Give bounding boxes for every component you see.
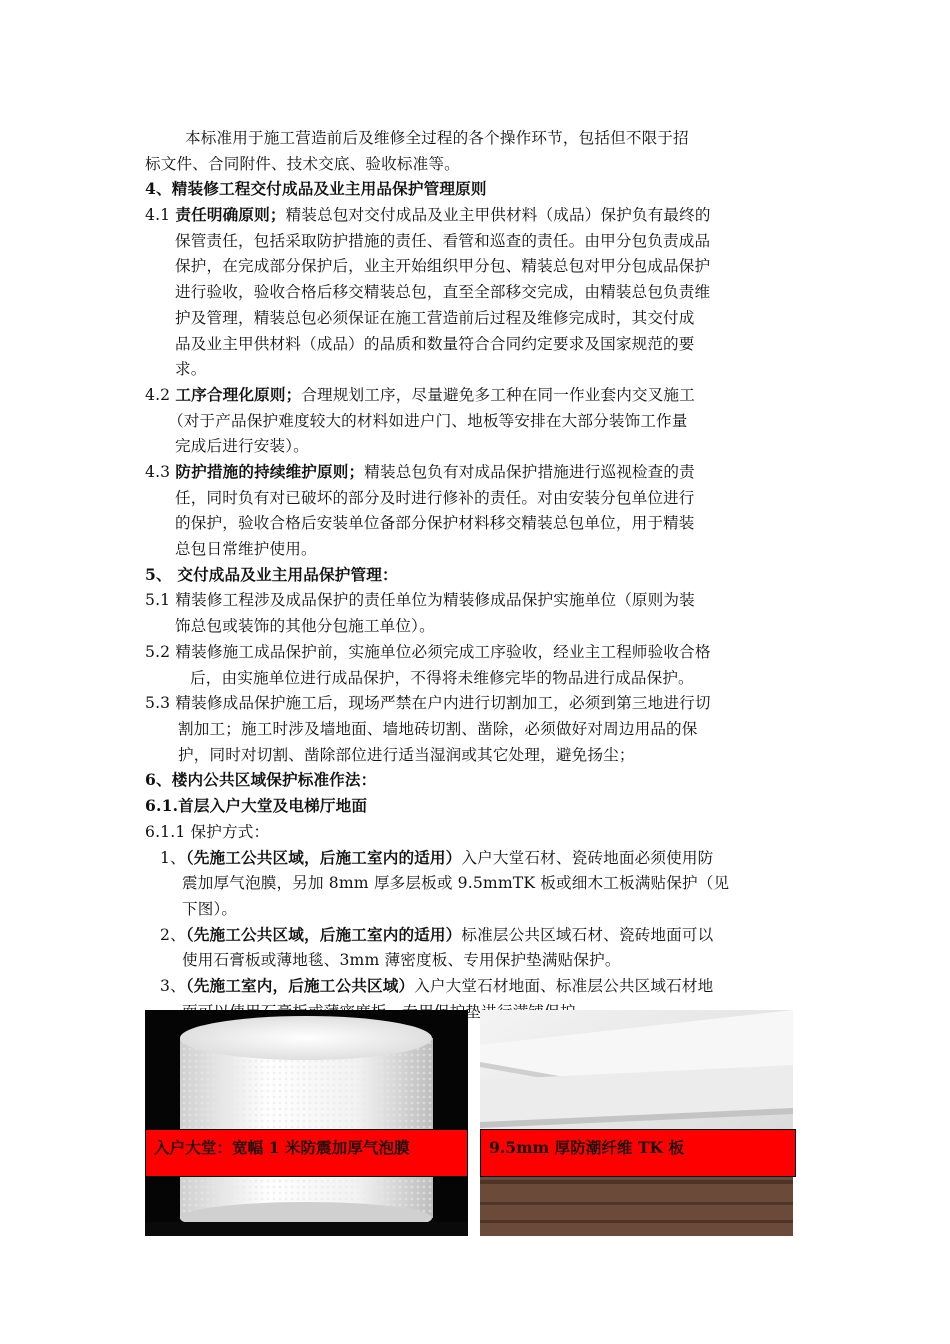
para-4-1-line-4: 进行验收，验收合格后移交精装总包，直至全部移交完成，由精装总包负责维 <box>175 283 711 301</box>
para-4-2-title: 工序合理化原则； <box>175 385 302 404</box>
item-2-text: 标准层公共区域石材、瓷砖地面可以 <box>461 926 714 944</box>
item-3-title: （先施工室内，后施工公共区域） <box>185 976 415 995</box>
para-4-1-line-2: 保管责任，包括采取防护措施的责任、看管和巡查的责任。由甲分包负责成品 <box>175 232 711 250</box>
item-1-line-2: 震加厚气泡膜，另加 8mm 厚多层板或 9.5mmTK 板或细木工板满贴保护（见 <box>182 874 730 892</box>
tk-board-stack-icon <box>480 1010 793 1236</box>
para-4-1-line-5: 护及管理，精装总包必须保证在施工营造前后过程及维修完成时，其交付成 <box>175 309 695 327</box>
tk-board-photo <box>480 1010 793 1236</box>
section-5-heading: 5、 交付成品及业主用品保护管理： <box>145 565 398 584</box>
item-1-number: 1、 <box>160 849 186 867</box>
para-5-1-line-2: 饰总包或装饰的其他分包施工单位）。 <box>175 617 435 635</box>
item-2-line-2: 使用石膏板或薄地毯、3mm 薄密度板、专用保护垫满贴保护。 <box>182 951 621 969</box>
para-4-3-line-2: 任，同时负有对已破坏的部分及时进行修补的责任。对由安装分包单位进行 <box>175 489 695 507</box>
item-3-line-1 <box>160 976 713 996</box>
para-4-2-line-3: 完成后进行安装）。 <box>175 437 309 455</box>
bubble-film-photo <box>145 1010 468 1236</box>
para-5-3-line-2: 割加工；施工时涉及墙地面、墙地砖切割、凿除，必须做好对周边用品的保 <box>178 720 698 738</box>
item-2-title: （先施工公共区域，后施工室内的适用） <box>185 925 462 944</box>
intro-line-1: 本标准用于施工营造前后及维修全过程的各个操作环节，包括但不限于招 <box>185 129 689 147</box>
para-4-3-number: 4.3 <box>145 463 171 481</box>
para-4-1-line-7: 求。 <box>175 360 207 378</box>
para-4-3-text: 精装总包负有对成品保护措施进行巡视检查的责 <box>364 463 695 481</box>
para-5-2-line-1: 5.2 精装修施工成品保护前，实施单位必须完成工序验收，经业主工程师验收合格 <box>145 643 711 661</box>
para-5-3-line-3: 护，同时对切割、凿除部位进行适当湿润或其它处理，避免扬尘； <box>178 746 635 764</box>
section-4-heading: 4、精装修工程交付成品及业主用品保护管理原则 <box>145 179 487 198</box>
bubble-film-roll-icon <box>145 1010 468 1236</box>
para-4-2-number: 4.2 <box>145 386 171 404</box>
item-1-title: （先施工公共区域，后施工室内的适用） <box>185 848 462 867</box>
para-4-2-line-2: （对于产品保护难度较大的材料如进户门、地板等安排在大部分装饰工作量 <box>168 412 688 430</box>
para-4-1-number: 4.1 <box>145 206 171 224</box>
para-4-2-text: 合理规划工序，尽量避免多工种在同一作业套内交叉施工 <box>301 386 695 404</box>
para-5-3-line-1: 5.3 精装修成品保护施工后，现场严禁在户内进行切割加工，必须到第三地进行切 <box>145 694 711 712</box>
para-4-1-title: 责任明确原则； <box>175 205 286 224</box>
tk-board-caption: 9.5mm 厚防潮纤维 TK 板 <box>480 1129 796 1177</box>
item-1-line-1 <box>160 848 713 868</box>
para-4-3-line-3: 的保护，验收合格后安装单位备部分保护材料移交精装总包单位，用于精装 <box>175 514 695 532</box>
para-5-2-line-2: 后，由实施单位进行成品保护，不得将未维修完毕的物品进行成品保护。 <box>190 669 694 687</box>
para-4-3-line-1 <box>145 462 695 482</box>
para-4-1-text: 精装总包对交付成品及业主甲供材料（成品）保护负有最终的 <box>285 206 711 224</box>
item-2-number: 2、 <box>160 926 186 944</box>
section-6-1-heading: 6.1.首层入户大堂及电梯厅地面 <box>145 796 368 815</box>
intro-line-2: 标文件、合同附件、技术交底、验收标准等。 <box>145 155 460 173</box>
item-3-number: 3、 <box>160 977 186 995</box>
para-4-2-line-1 <box>145 385 695 405</box>
para-5-1-line-1: 5.1 精装修工程涉及成品保护的责任单位为精装修成品保护实施单位（原则为装 <box>145 591 695 609</box>
bubble-film-caption: 入户大堂：宽幅 1 米防震加厚气泡膜 <box>145 1129 468 1177</box>
para-4-1-line-3: 保护，在完成部分保护后，业主开始组织甲分包、精装总包对甲分包成品保护 <box>175 257 711 275</box>
item-1-text: 入户大堂石材、瓷砖地面必须使用防 <box>461 849 714 867</box>
section-6-heading: 6、楼内公共区域保护标准作法： <box>145 770 377 789</box>
item-3-text: 入户大堂石材地面、标准层公共区域石材地 <box>414 977 714 995</box>
method-label: 6.1.1 保护方式： <box>145 823 270 841</box>
item-1-line-3: 下图）。 <box>182 900 238 918</box>
para-4-1-line-1 <box>145 205 711 225</box>
para-4-3-title: 防护措施的持续维护原则； <box>175 462 365 481</box>
item-2-line-1 <box>160 925 713 945</box>
para-4-1-line-6: 品及业主甲供材料（成品）的品质和数量符合合同约定要求及国家规范的要 <box>175 335 695 353</box>
para-4-3-line-4: 总包日常维护使用。 <box>175 540 317 558</box>
